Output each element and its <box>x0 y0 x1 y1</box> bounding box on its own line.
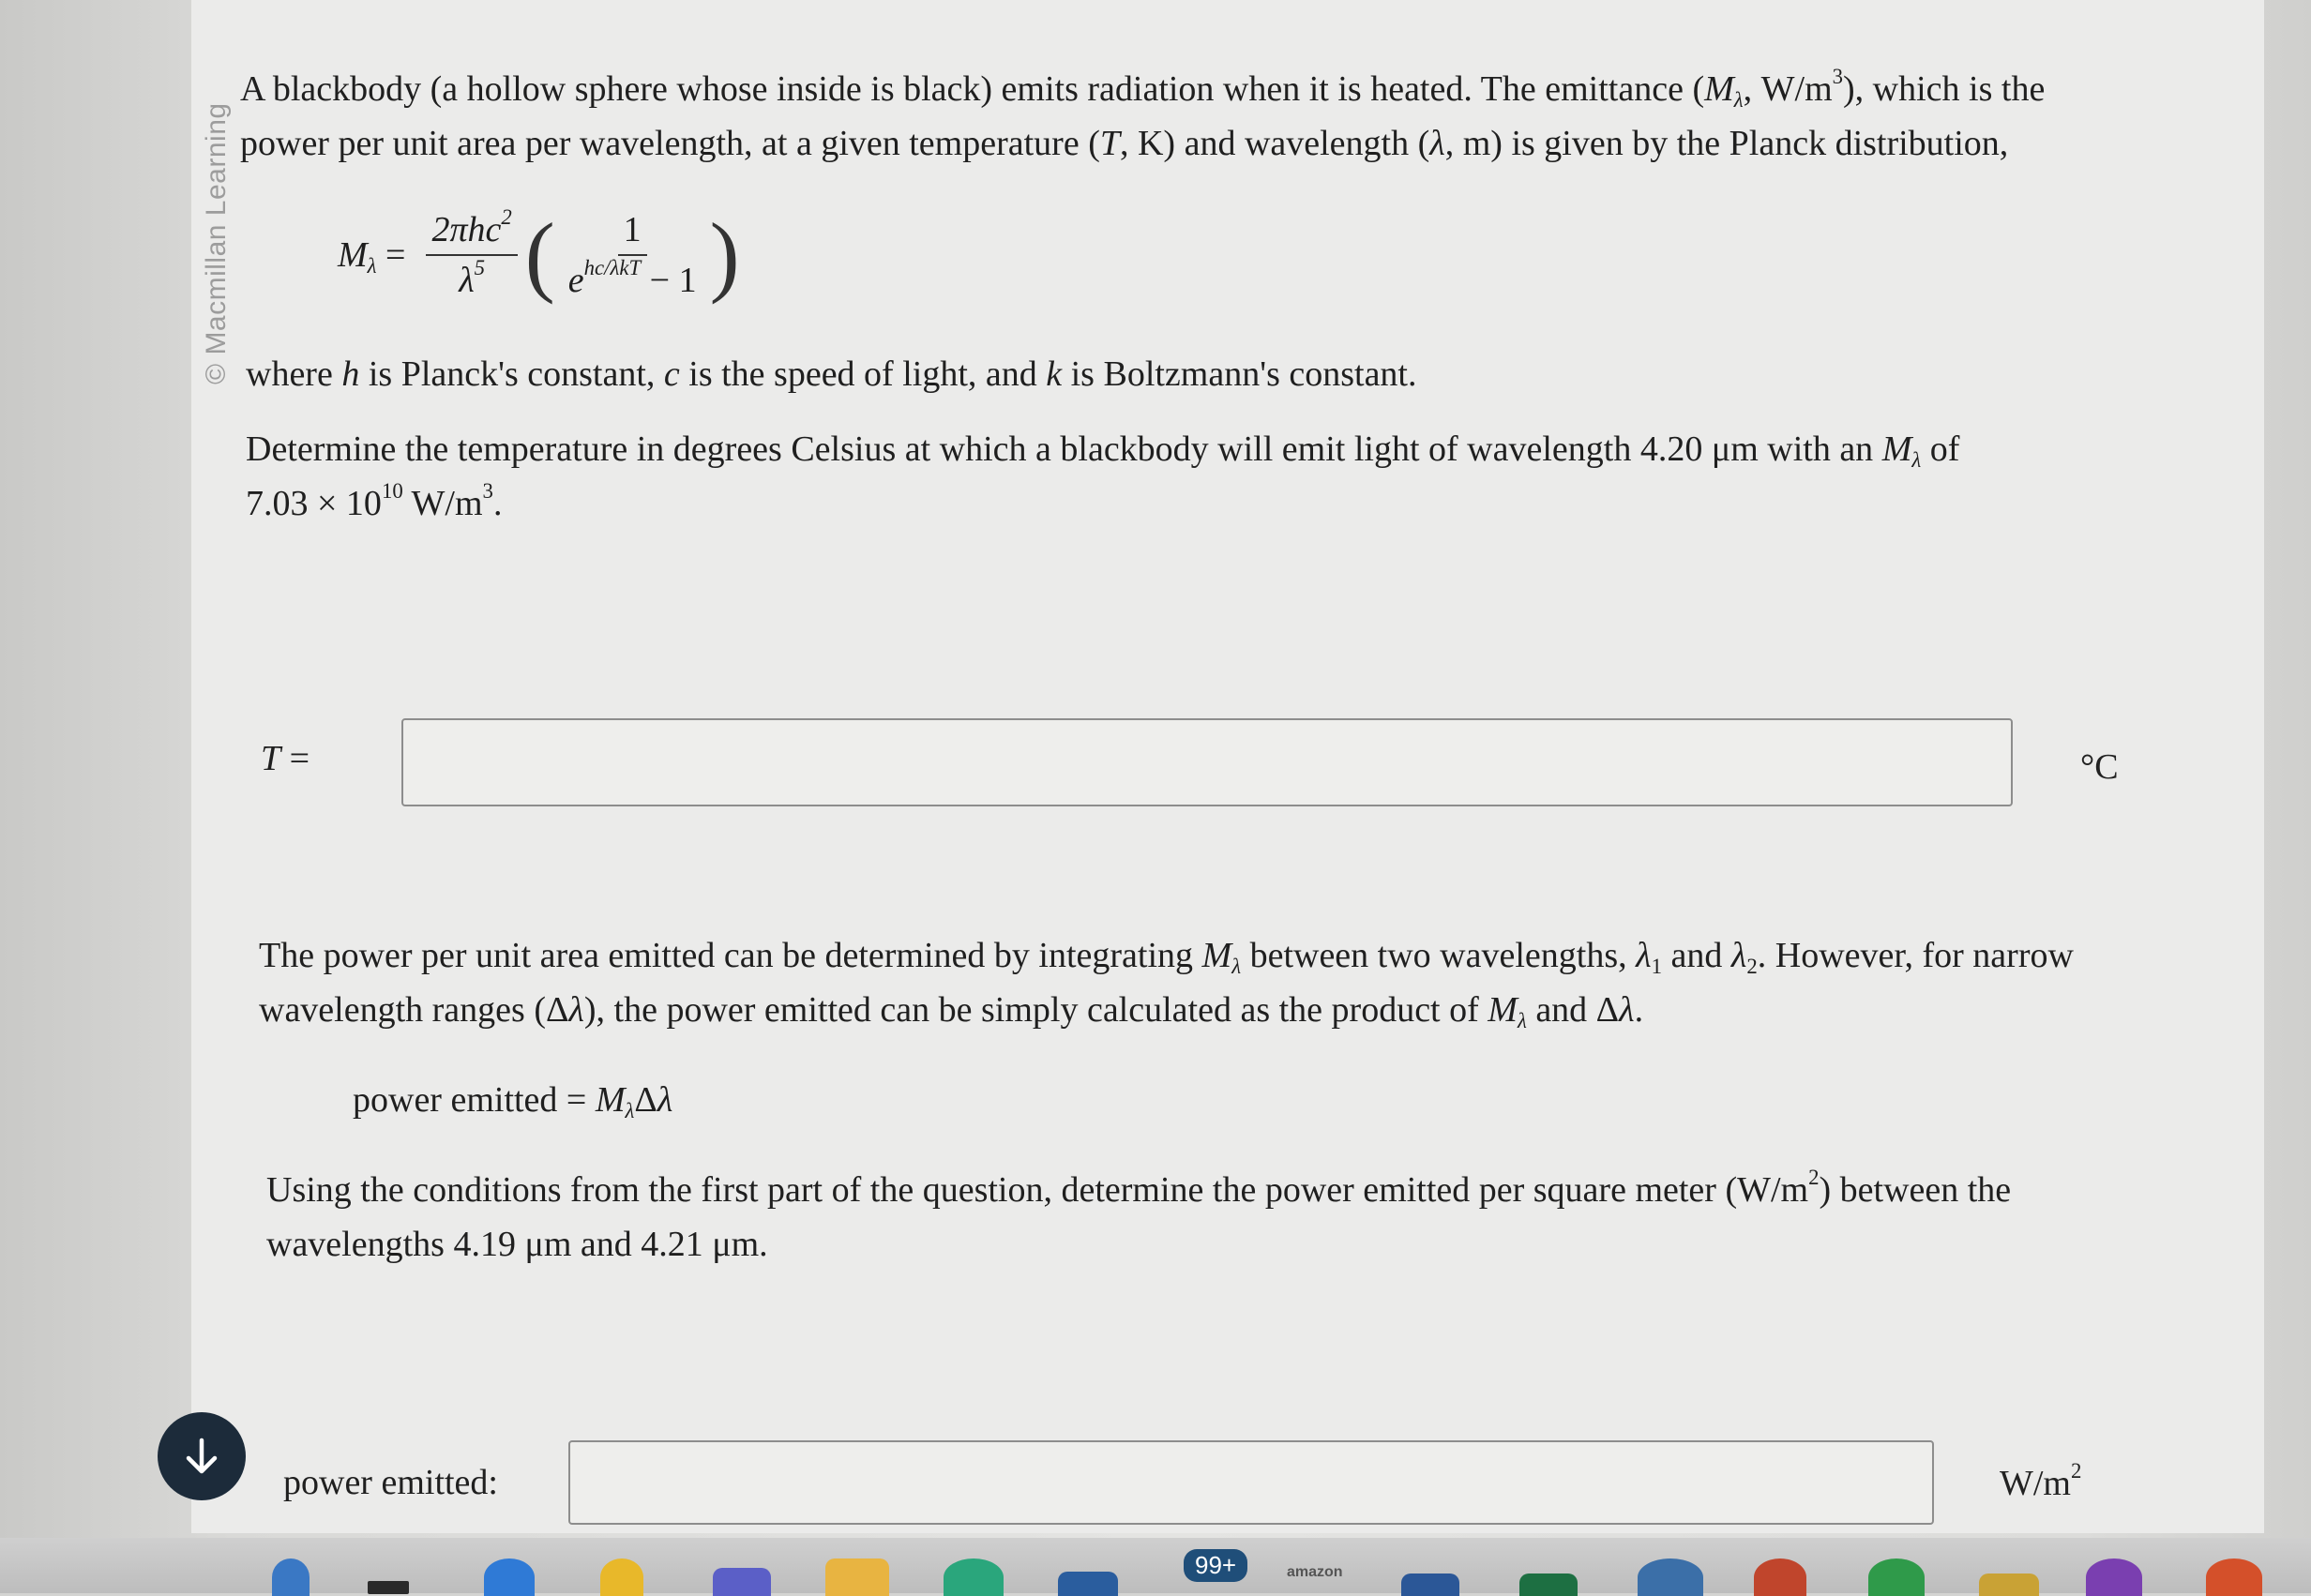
fraction-2pihc2-over-lambda5: $\frac{2\pi hc^2}{\lambda^5}$ <box>426 209 517 301</box>
formula-lhs: $M_\lambda$ = <box>338 235 406 278</box>
celsius-unit: °C <box>2080 747 2119 787</box>
app-icon-gold[interactable] <box>1979 1573 2039 1596</box>
where-line: where h is Planck's constant, c is the speed of light, and k is Boltzmann's constant. <box>246 354 1417 394</box>
right-paren: ) <box>709 204 740 305</box>
question-1-text: Determine the temperature in degrees Celsius at which a blackbody will emit light of wavelength 4.20 μm with an $M_\lambda$ of $7.03 \times 10^{10}$ $W/m^3$. <box>246 429 1960 523</box>
copyright-watermark: © Macmillan Learning <box>201 102 232 384</box>
widgets-icon[interactable] <box>272 1558 310 1596</box>
app-icon-green[interactable] <box>1868 1558 1925 1596</box>
excel-icon[interactable] <box>1519 1573 1578 1596</box>
fraction-1-over-exp: $\frac{1}{e^{hc/\lambda kT} - 1}$ <box>567 210 697 300</box>
edge-browser-icon[interactable] <box>944 1558 1004 1596</box>
app-icon-red[interactable] <box>1754 1558 1806 1596</box>
question-2-text: Using the conditions from the first part of the question, determine the power emitted per square meter $(W/m^2)$ between the wavelengths 4.19 μm and 4.21 μm. <box>266 1165 2012 1264</box>
temperature-label: T = <box>261 739 310 778</box>
app-icon-orange[interactable] <box>2206 1558 2262 1596</box>
notification-badge: 99+ <box>1184 1549 1247 1582</box>
power-emitted-input[interactable] <box>568 1440 1934 1525</box>
chrome-icon[interactable] <box>600 1558 643 1596</box>
planck-formula <box>338 199 740 311</box>
power-emitted-label: power emitted: <box>283 1463 498 1502</box>
part-2-text: The power per unit area emitted can be determined by integrating $M_\lambda$ between two wavelengths, $\lambda_1$ and $\lambda_2$. However, for narrow wavelength ranges (Δλ), the power emitted can be simply calculated as the product of $M_\lambda$ and Δλ. <box>259 936 2074 1032</box>
left-paren: ( <box>524 204 555 305</box>
intro-paragraph: A blackbody (a hollow sphere whose inside is black) emits radiation when it is heated. The emittance ($M_\lambda$, $W/m^3$), which is the power per unit area per wavelength, at a given temperature (T, K) and wavelength (λ, m) is given by the Planck distribution, <box>240 64 2046 163</box>
file-explorer-icon[interactable] <box>825 1558 889 1596</box>
app-icon[interactable] <box>1638 1558 1703 1596</box>
amazon-icon[interactable]: amazon <box>1287 1564 1343 1580</box>
taskbar <box>0 1538 2311 1593</box>
power-emitted-formula: power emitted = $M_\lambda\Delta\lambda$ <box>353 1080 673 1122</box>
calendar-icon[interactable] <box>1058 1572 1118 1596</box>
arrow-down-icon <box>178 1433 225 1480</box>
power-unit: $W/m^2$ <box>2000 1458 2082 1503</box>
scroll-down-button[interactable] <box>158 1412 246 1500</box>
teams-icon[interactable] <box>713 1568 771 1596</box>
temperature-input[interactable] <box>401 718 2013 806</box>
word-icon[interactable] <box>1401 1573 1459 1596</box>
app-icon-purple[interactable] <box>2086 1558 2142 1596</box>
edge-icon[interactable] <box>484 1558 535 1596</box>
task-view-icon[interactable] <box>368 1581 409 1594</box>
